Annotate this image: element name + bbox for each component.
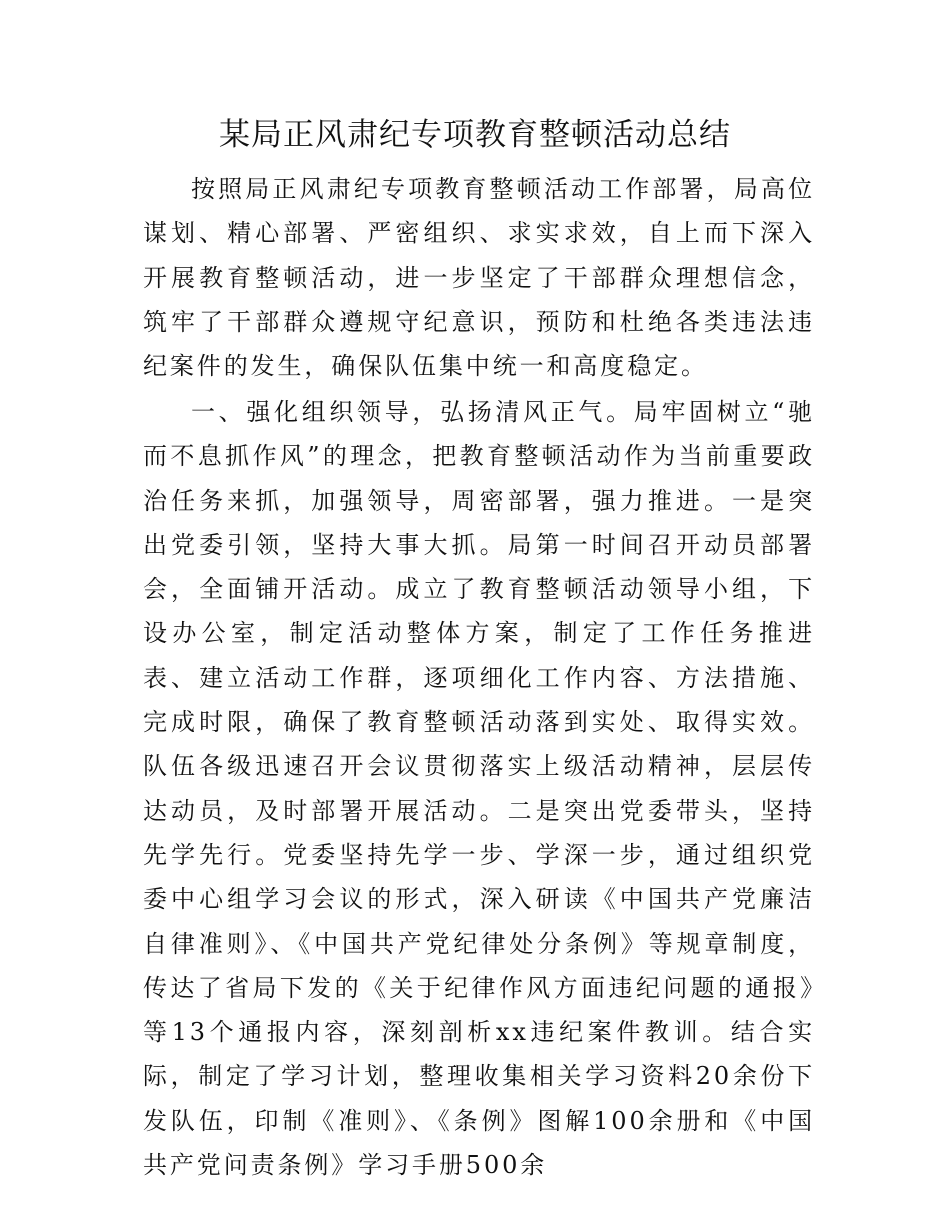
body-paragraph-section-one: 一、强化组织领导，弘扬清风正气。局牢固树立“驰而不息抓作风”的理念，把教育整顿活动作为当前重要政治任务来抓，加强领导，周密部署，强力推进。一是突出党委引领，坚持大事大抓。局第一时间召开动员部署会，全面铺开活动。成立了教育整顿活动领导小组，下设办公室，制定活动整体方案，制定了工作任务推进表、建立活动工作群，逐项细化工作内容、方法措施、完成时限，确保了教育整顿活动落到实处、取得实效。队伍各级迅速召开会议贯彻落实上级活动精神，层层传达动员，及时部署开展活动。二是突出党委带头，坚持先学先行。党委坚持先学一步、学深一步，通过组织党委中心组学习会议的形式，深入研读《中国共产党廉洁自律准则》、《中国共产党纪律处分条例》等规章制度，传达了省局下发的《关于纪律作风方面违纪问题的通报》等13个通报内容，深刻剖析xx违纪案件教训。结合实际，制定了学习计划，整理收集相关学习资料20余份下发队伍，印制《准则》、《条例》图解100余册和《中国共产党问责条例》学习手册500余 [143, 398, 815, 1180]
body-paragraph-intro: 按照局正风肃纪专项教育整顿活动工作部署，局高位谋划、精心部署、严密组织、求实求效，自上而下深入开展教育整顿活动，进一步坚定了干部群众理想信念，筑牢了干部群众遵规守纪意识，预防和杜绝各类违法违纪案件的发生，确保队伍集中统一和高度稳定。 [143, 175, 815, 381]
document-title: 某局正风肃纪专项教育整顿活动总结 [219, 117, 731, 153]
